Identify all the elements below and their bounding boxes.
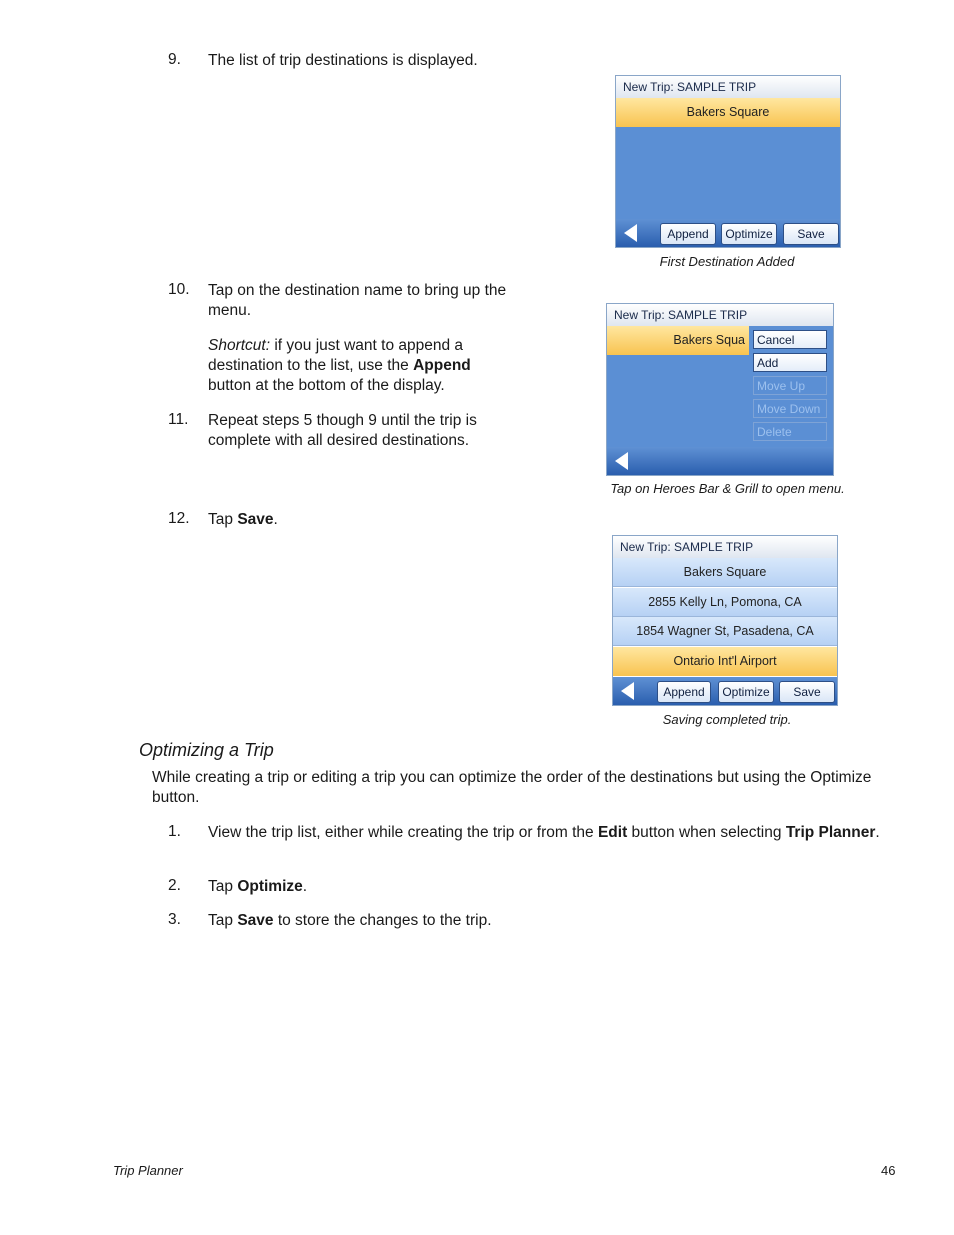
step-text (208, 911, 492, 931)
menu-add[interactable]: Add (753, 353, 827, 372)
page-number: 46 (881, 1163, 896, 1178)
step-text (208, 823, 898, 843)
figure-caption: Saving completed trip. (662, 712, 792, 727)
step-text: Repeat steps 5 though 9 until the trip is complete with all desired destinations. (208, 412, 477, 449)
button-bar (616, 219, 840, 247)
figure-caption: First Destination Added (659, 254, 795, 269)
selected-destination[interactable]: Ontario Int'l Airport (613, 647, 837, 676)
shortcut-text: if you just want to append a destination to the list, use the (208, 337, 464, 374)
step-text-bold: Edit (597, 824, 628, 841)
step-text-post: to store the changes to the trip. (273, 912, 492, 929)
step-text-bold: Optimize (237, 878, 303, 895)
step-text-pre: Tap (208, 511, 238, 528)
step-number: 1. (168, 823, 181, 840)
menu-cancel[interactable]: Cancel (753, 330, 827, 349)
screen-title: New Trip: SAMPLE TRIP (607, 304, 833, 326)
section-heading: Optimizing a Trip (139, 740, 274, 760)
append-button[interactable]: Append (660, 223, 716, 245)
shortcut-text-end: button at the bottom of the display. (208, 377, 445, 394)
list-item[interactable]: Bakers Square (613, 558, 837, 587)
button-bar (613, 677, 837, 705)
step-number: 10. (168, 281, 190, 298)
step-text (208, 877, 307, 897)
completed-trip-screen (612, 535, 838, 706)
step-text: Tap on the destination name to bring up the menu. (208, 282, 507, 319)
footer-title: Trip Planner (113, 1163, 183, 1178)
menu-delete: Delete (753, 422, 827, 441)
step-text-bold: Save (237, 511, 274, 528)
figure-caption: Tap on Heroes Bar & Grill to open menu. (610, 481, 845, 496)
back-arrow-icon[interactable] (615, 452, 628, 470)
step-text-post: . (875, 824, 880, 841)
selected-destination[interactable]: Bakers Squa (607, 326, 749, 355)
step-text-post: . (302, 878, 308, 895)
step-number: 2. (168, 877, 181, 894)
step-text-bold: Save (237, 912, 274, 929)
optimize-button[interactable]: Optimize (718, 681, 774, 703)
back-arrow-icon[interactable] (624, 224, 637, 242)
shortcut-note (208, 336, 518, 396)
list-item[interactable]: 2855 Kelly Ln, Pomona, CA (613, 588, 837, 617)
step-number: 12. (168, 510, 190, 527)
menu-move-down: Move Down (753, 399, 827, 418)
save-button[interactable]: Save (783, 223, 839, 245)
section-intro: While creating a trip or editing a trip you can optimize the order of the destinations but using the Optimize button. (152, 769, 872, 806)
destination-menu-screen (606, 303, 834, 476)
step-text-pre: View the trip list, either while creating the trip or from the (208, 824, 598, 841)
list-item[interactable]: 1854 Wagner St, Pasadena, CA (613, 617, 837, 646)
menu-move-up: Move Up (753, 376, 827, 395)
shortcut-label: Shortcut: (208, 337, 271, 354)
step-text-post: . (273, 511, 278, 528)
screen-title: New Trip: SAMPLE TRIP (613, 536, 837, 558)
step-text-bold: Trip Planner (785, 824, 876, 841)
step-text: The list of trip destinations is displayed. (208, 52, 478, 69)
step-text-mid: button when selecting (627, 824, 786, 841)
save-button[interactable]: Save (779, 681, 835, 703)
back-arrow-icon[interactable] (621, 682, 634, 700)
screen-title: New Trip: SAMPLE TRIP (616, 76, 840, 98)
shortcut-bold: Append (413, 357, 471, 374)
optimize-button[interactable]: Optimize (721, 223, 777, 245)
step-number: 11. (168, 411, 189, 428)
append-button[interactable]: Append (657, 681, 711, 703)
step-number: 9. (168, 51, 181, 68)
step-text (208, 510, 278, 530)
step-number: 3. (168, 911, 181, 928)
button-bar (607, 447, 833, 475)
step-text-pre: Tap (208, 912, 238, 929)
step-text-pre: Tap (208, 878, 238, 895)
selected-destination[interactable]: Bakers Square (616, 98, 840, 127)
first-destination-screen (615, 75, 841, 248)
